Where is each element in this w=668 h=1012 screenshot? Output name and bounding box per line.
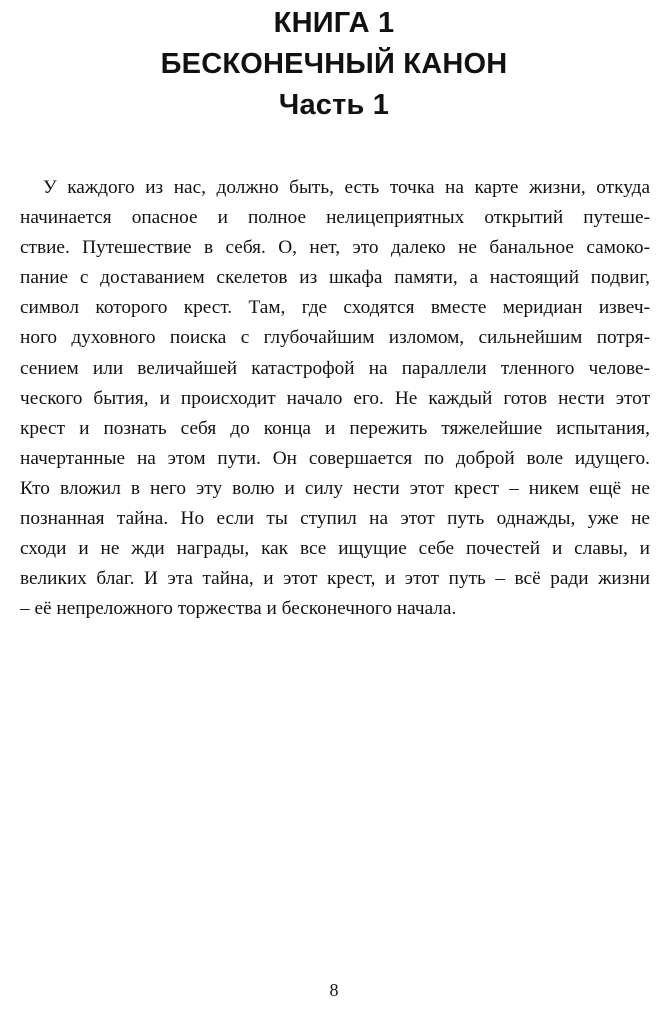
part-heading: Часть 1	[278, 89, 390, 121]
book-number-heading: КНИГА 1	[273, 7, 395, 39]
body-paragraph	[20, 173, 650, 624]
paragraph-line: сением или величайшей катастрофой на параллели тленного челове-	[20, 357, 650, 379]
paragraph-line: символ которого крест. Там, где сходятся вместе меридиан извеч-	[20, 297, 650, 319]
paragraph-line: У каждого из нас, должно быть, есть точка на карте жизни, откуда	[43, 177, 650, 198]
paragraph-line: ческого бытия, и происходит начало его. Не каждый готов нести этот	[20, 387, 650, 409]
paragraph-line: великих благ. И эта тайна, и этот крест, и этот путь – всё ради жизни	[20, 568, 650, 590]
paragraph-line: ного духовного поиска с глубочайшим изломом, сильнейшим потря-	[20, 327, 650, 349]
paragraph-line: Кто вложил в него эту волю и силу нести этот крест – никем ещё не	[20, 477, 650, 499]
paragraph-line: начинается опасное и полное нелицеприятных открытий путеше-	[20, 207, 650, 229]
paragraph-line: сходи и не жди награды, как все ищущие себе почестей и славы, и	[20, 538, 650, 560]
page-number: 8	[329, 980, 339, 1000]
paragraph-line: начертанные на этом пути. Он совершается по доброй воле идущего.	[20, 447, 650, 469]
paragraph-line: ствие. Путешествие в себя. О, нет, это далеко не банальное самоко-	[20, 237, 650, 259]
book-title-heading: БЕСКОНЕЧНЫЙ КАНОН	[160, 48, 508, 80]
paragraph-line: познанная тайна. Но если ты ступил на этот путь однажды, уже не	[20, 508, 650, 530]
paragraph-line: пание с доставанием скелетов из шкафа памяти, а настоящий подвиг,	[20, 267, 650, 289]
paragraph-line: крест и познать себя до конца и пережить тяжелейшие испытания,	[20, 417, 650, 439]
paragraph-line: – её непреложного торжества и бесконечного начала.	[20, 598, 457, 620]
